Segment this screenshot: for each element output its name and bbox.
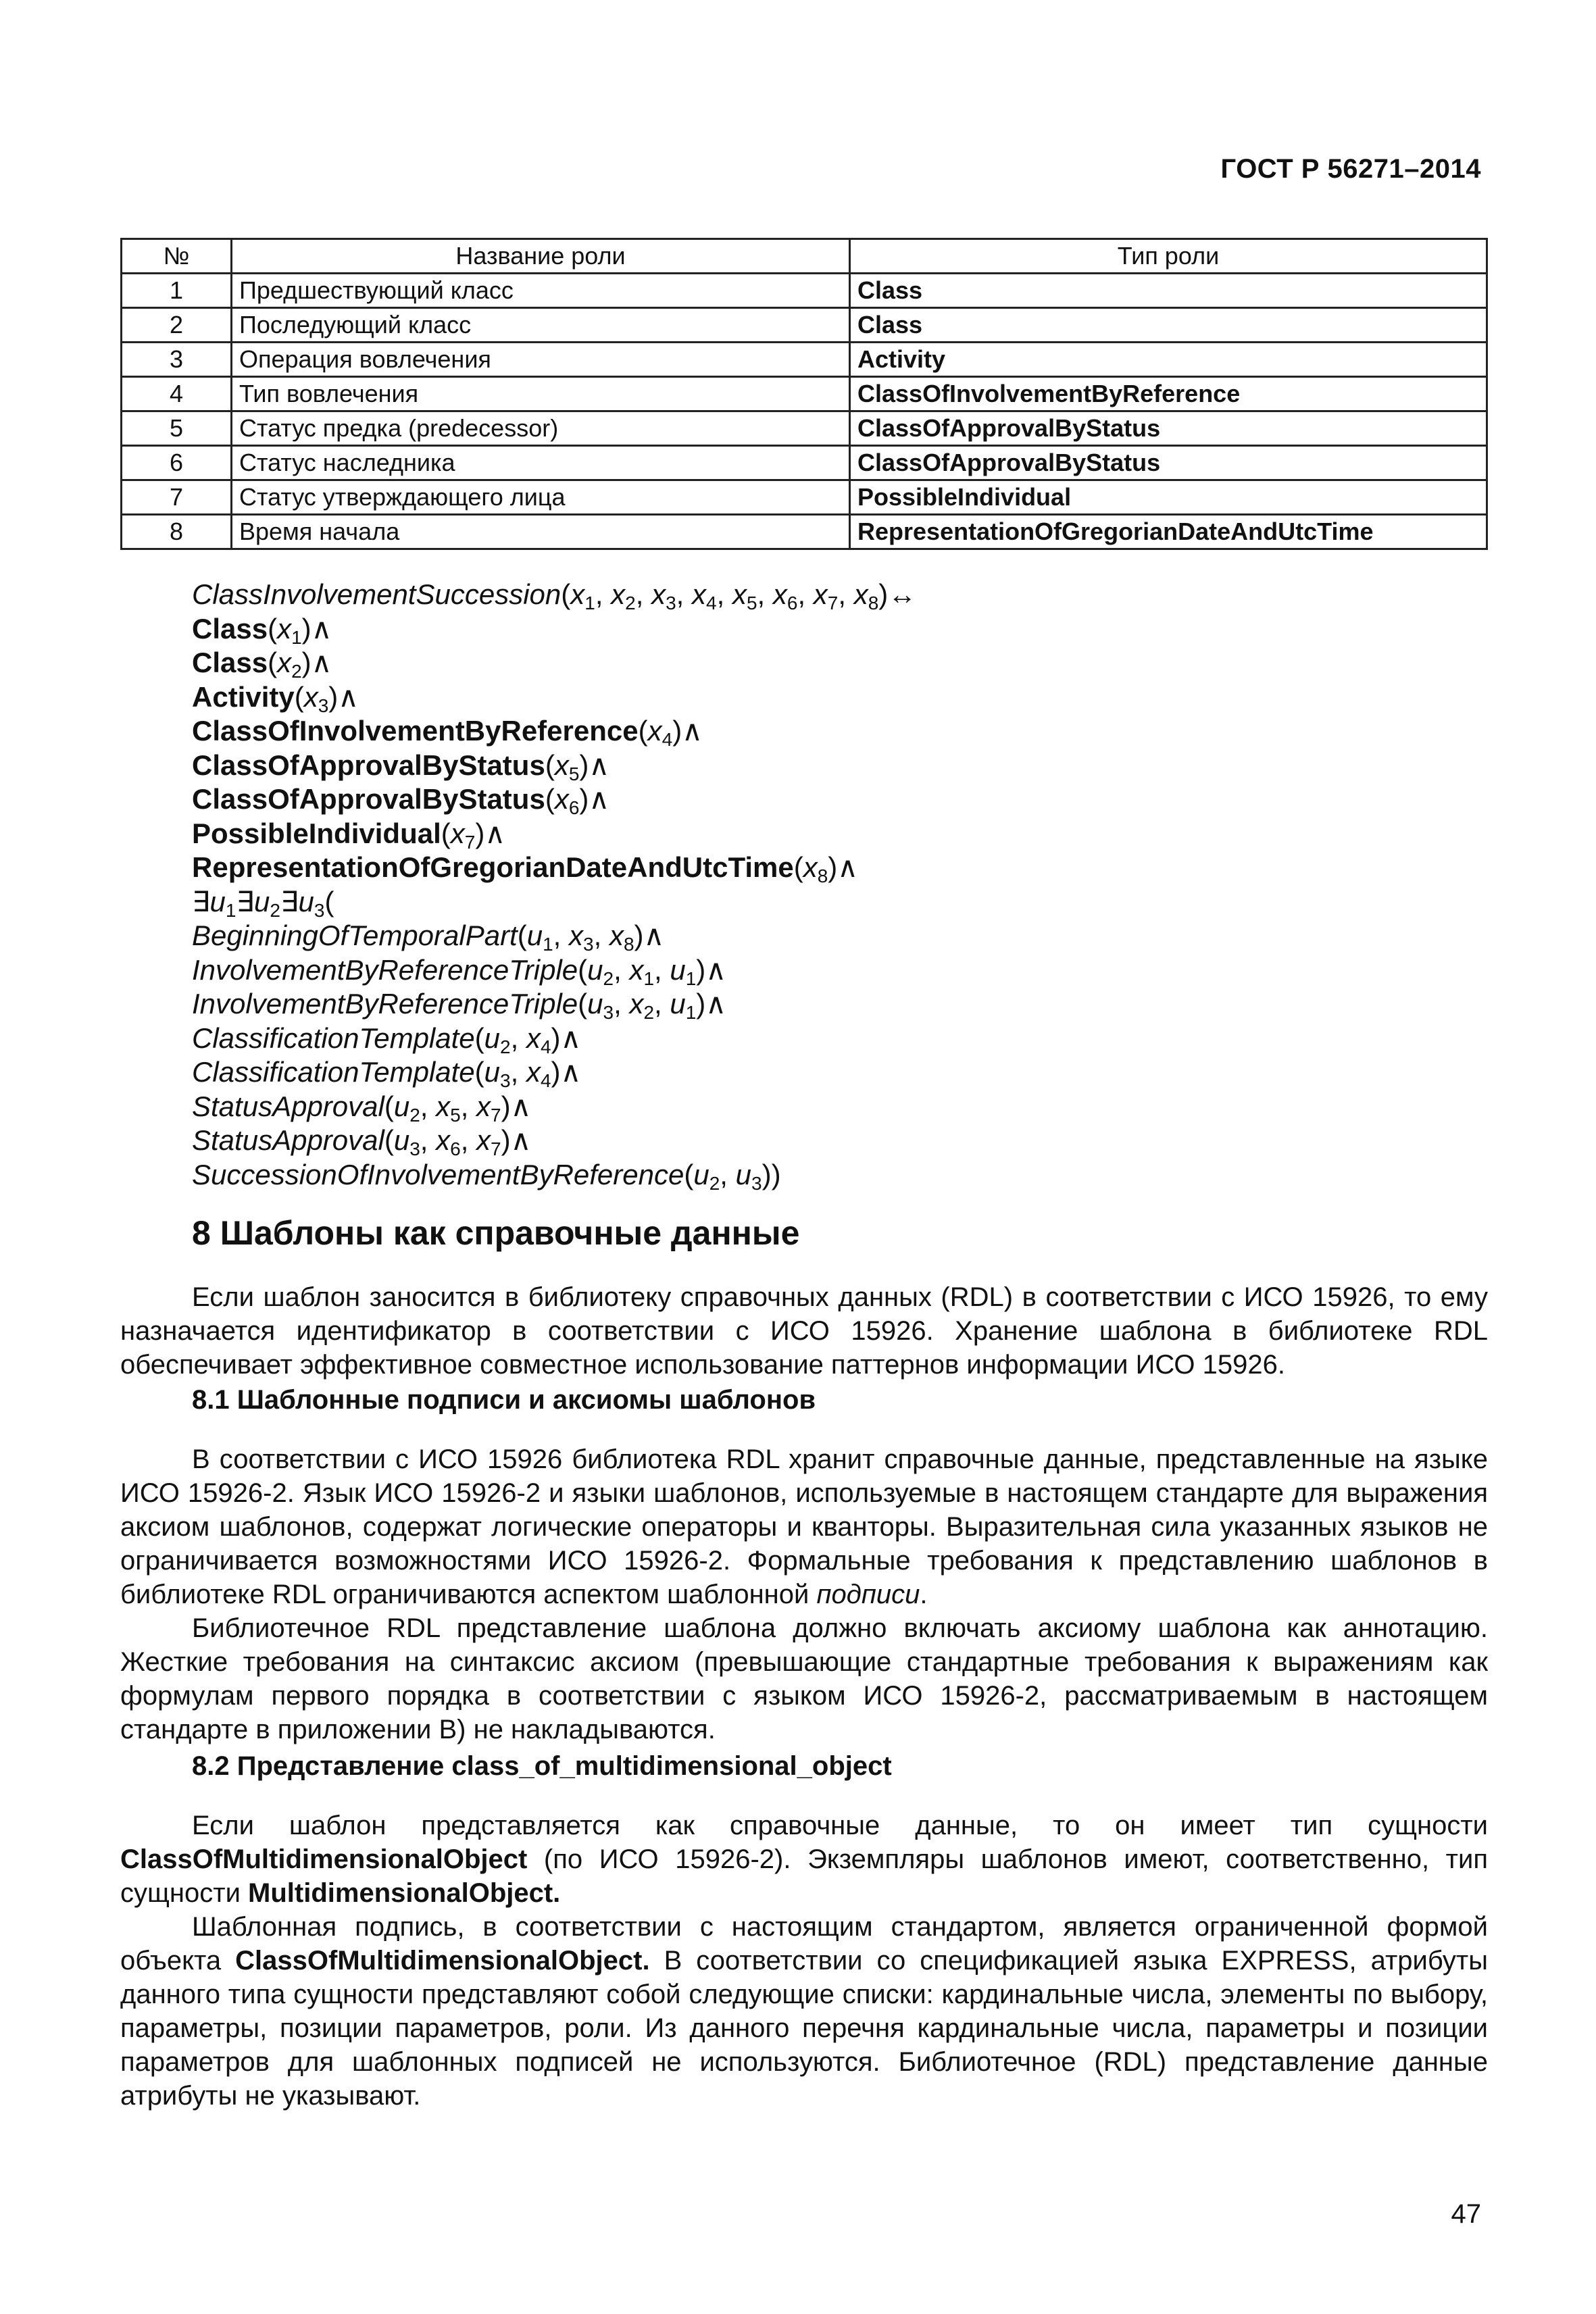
entity-type-term: ClassOfMultidimensionalObject bbox=[120, 1844, 528, 1874]
formula-type-line: $ClassOfApprovalByStatus(x_6)\wedge$ bbox=[192, 783, 610, 818]
formula-type-line: $ClassOfInvolvementByReference(x_4)\wedge$ bbox=[192, 715, 703, 750]
table-row bbox=[122, 411, 1487, 446]
paragraph-text: В соответствии с ИСО 15926 библиотека RDL хранит справочные данные, представленные на языке ИСО 15926-2. Язык ИСО 15926-2 и языки шаблонов, используемые в настоящем стандарте для выражения аксиом шаблонов, содержат логические операторы и кванторы. Выразительная сила указанных языков не ограничивается возможностями ИСО 15926-2. Формальные требования к представлению шаблонов в библиотеке RDL ограничиваются аспектом шаблонной bbox=[120, 1444, 1488, 1609]
paragraph-end: . bbox=[920, 1580, 928, 1609]
formula-body-line: $InvolvementByReferenceTriple(u_3$, $x_2$, $u_1)\wedge$ bbox=[192, 988, 727, 1023]
formula-type-line: $Activity(x_3)\wedge$ bbox=[192, 680, 359, 716]
table-row bbox=[122, 308, 1487, 343]
row-number: 8 bbox=[122, 515, 232, 549]
signature-term: подписи bbox=[816, 1580, 920, 1609]
section-8-2-paragraph-1 bbox=[120, 1809, 1488, 1910]
role-type: Class bbox=[850, 308, 1487, 343]
paragraph-text: (по ИСО 15926-2). Экземпляры шаблонов имеют, соответственно, тип сущности bbox=[120, 1844, 1488, 1908]
table-row bbox=[122, 480, 1487, 515]
table-row bbox=[122, 274, 1487, 308]
column-header-role-name: Название роли bbox=[232, 239, 850, 274]
document-header: ГОСТ Р 56271–2014 bbox=[1220, 154, 1481, 184]
row-number: 3 bbox=[122, 343, 232, 377]
role-type: PossibleIndividual bbox=[850, 480, 1487, 515]
table-row bbox=[122, 446, 1487, 480]
formula-body-line: $StatusApproval(u_2$, $x_5$, $x_7)\wedge$ bbox=[192, 1090, 532, 1126]
role-name: Время начала bbox=[232, 515, 850, 549]
formula-quantifier-line: $\exists u_1\exists u_2\exists u_3$( bbox=[192, 885, 334, 921]
axiom-formula bbox=[192, 578, 916, 1192]
row-number: 4 bbox=[122, 377, 232, 411]
section-8-2-title: 8.2 Представление class_of_multidimensional_object bbox=[192, 1751, 892, 1781]
page-number: 47 bbox=[1451, 2199, 1481, 2229]
role-name: Операция вовлечения bbox=[232, 343, 850, 377]
formula-body-line: $StatusApproval(u_3$, $x_6$, $x_7)\wedge$ bbox=[192, 1124, 532, 1159]
role-type: ClassOfApprovalByStatus bbox=[850, 446, 1487, 480]
formula-body-line: $InvolvementByReferenceTriple(u_2$, $x_1$, $u_1)\wedge$ bbox=[192, 953, 727, 989]
role-type: Class bbox=[850, 274, 1487, 308]
section-8-paragraph-1: Если шаблон заносится в библиотеку справочных данных (RDL) в соответствии с ИСО 15926, то ему назначается идентификатор в соответствии с ИСО 15926. Хранение шаблона в библиотеке RDL обеспечивает эффективное совместное использование паттернов информации ИСО 15926. bbox=[120, 1282, 1488, 1380]
table-header-row bbox=[122, 239, 1487, 274]
row-number: 5 bbox=[122, 411, 232, 446]
formula-type-line: $ClassOfApprovalByStatus(x_5)\wedge$ bbox=[192, 749, 610, 784]
column-header-number: № bbox=[122, 239, 232, 274]
role-name: Предшествующий класс bbox=[232, 274, 850, 308]
formula-type-line: $Class(x_1)\wedge$ bbox=[192, 612, 332, 648]
role-name: Статус наследника bbox=[232, 446, 850, 480]
entity-type-term: MultidimensionalObject. bbox=[248, 1878, 561, 1908]
role-type: Activity bbox=[850, 343, 1487, 377]
role-name: Статус предка (predecessor) bbox=[232, 411, 850, 446]
role-name: Тип вовлечения bbox=[232, 377, 850, 411]
formula-body-line: $SuccessionOfInvolvementByReference(u_2$, $u_3$)) bbox=[192, 1158, 781, 1194]
section-8-title: 8 Шаблоны как справочные данные bbox=[192, 1214, 800, 1252]
column-header-role-type: Тип роли bbox=[850, 239, 1487, 274]
formula-head-line: $ClassInvolvementSuccession(x_1$, $x_2$, $x_3$, $x_4$, $x_5$, $x_6$, $x_7$, $x_8)\leftrightarrow$ bbox=[192, 578, 917, 613]
role-name: Статус утверждающего лица bbox=[232, 480, 850, 515]
table-row bbox=[122, 343, 1487, 377]
role-type: RepresentationOfGregorianDateAndUtcTime bbox=[850, 515, 1487, 549]
formula-body-line: $BeginningOfTemporalPart(u_1$, $x_3$, $x_8)\wedge$ bbox=[192, 920, 665, 955]
section-8-1-title: 8.1 Шаблонные подписи и аксиомы шаблонов bbox=[192, 1385, 816, 1415]
row-number: 6 bbox=[122, 446, 232, 480]
formula-type-line: $RepresentationOfGregorianDateAndUtcTime(x_8)\wedge$ bbox=[192, 851, 859, 886]
formula-type-line: $Class(x_2)\wedge$ bbox=[192, 647, 332, 682]
table-row bbox=[122, 515, 1487, 549]
row-number: 1 bbox=[122, 274, 232, 308]
role-name: Последующий класс bbox=[232, 308, 850, 343]
table-row bbox=[122, 377, 1487, 411]
formula-body-line: $ClassificationTemplate(u_3$, $x_4)\wedge$ bbox=[192, 1056, 582, 1091]
formula-type-line: $PossibleIndividual(x_7)\wedge$ bbox=[192, 817, 506, 853]
role-type: ClassOfInvolvementByReference bbox=[850, 377, 1487, 411]
paragraph-text: В соответствии со спецификацией языка EXPRESS, атрибуты данного типа сущности представляют собой следующие списки: кардинальные числа, элементы по выбору, параметры, позиции параметров, роли. Из данного перечня кардинальные числа, параметры и позиции параметров для шаблонных подписей не используются. Библиотечное (RDL) представление данные атрибуты не указывают. bbox=[120, 1946, 1488, 2111]
roles-table bbox=[120, 238, 1488, 550]
section-8-1-paragraph-1 bbox=[120, 1442, 1488, 1611]
paragraph-text: Шаблонная подпись, в соответствии с настоящим стандартом, является ограниченной формой объекта bbox=[120, 1912, 1488, 1976]
entity-type-term: ClassOfMultidimensionalObject. bbox=[235, 1946, 650, 1976]
section-8-2-paragraph-2 bbox=[120, 1910, 1488, 2113]
row-number: 7 bbox=[122, 480, 232, 515]
row-number: 2 bbox=[122, 308, 232, 343]
formula-body-line: $ClassificationTemplate(u_2$, $x_4)\wedge$ bbox=[192, 1022, 582, 1057]
role-type: ClassOfApprovalByStatus bbox=[850, 411, 1487, 446]
section-8-1-paragraph-2: Библиотечное RDL представление шаблона должно включать аксиому шаблона как аннотацию. Жесткие требования на синтаксис аксиом (превышающие стандартные требования к выражениям как формулам первого порядка в соответствии с языком ИСО 15926-2, рассматриваемым в настоящем стандарте в приложении В) не накладываются. bbox=[120, 1613, 1488, 1744]
paragraph-text: Если шаблон представляется как справочные данные, то он имеет тип сущности bbox=[192, 1811, 1488, 1840]
